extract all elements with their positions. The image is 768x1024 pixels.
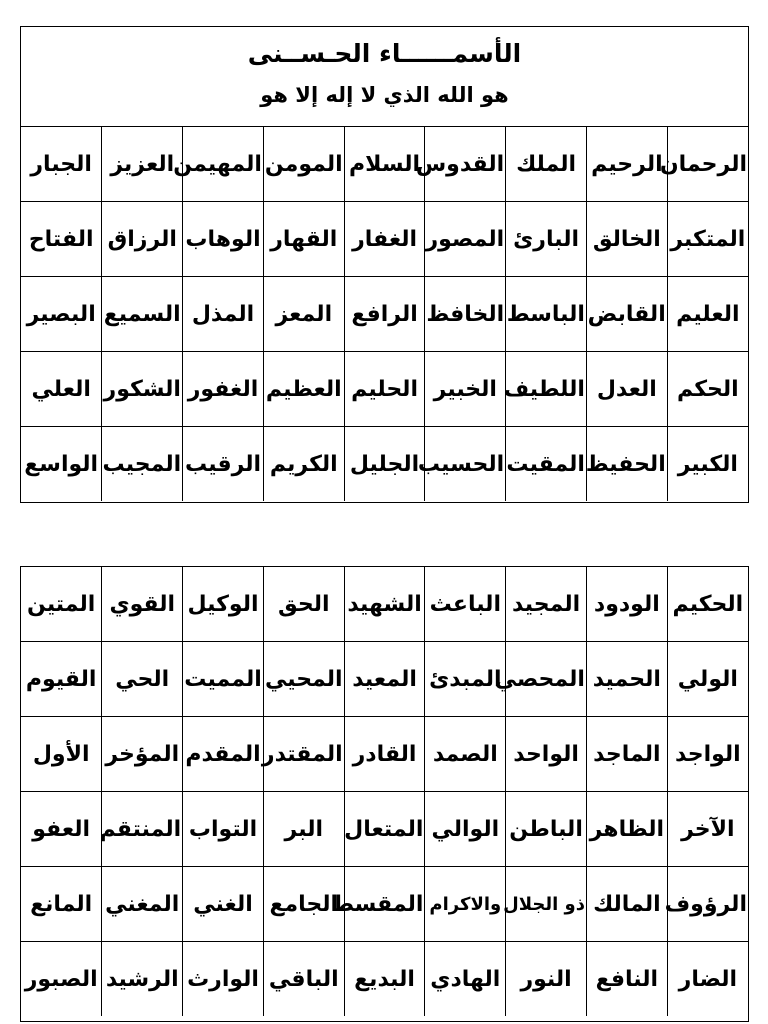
name-cell: العفو <box>21 792 102 867</box>
table-row <box>21 792 748 867</box>
name-cell: السلام <box>344 127 425 202</box>
table-row <box>21 202 748 277</box>
name-cell: الوالي <box>425 792 506 867</box>
name-cell: الماجد <box>586 717 667 792</box>
name-cell: النافع <box>586 942 667 1017</box>
name-cell: القابض <box>586 277 667 352</box>
names-table-top <box>21 127 748 501</box>
name-cell: الخبير <box>425 352 506 427</box>
table-row <box>21 277 748 352</box>
name-cell: الواسع <box>21 427 102 502</box>
name-cell: الحكم <box>667 352 748 427</box>
top-names-sheet <box>20 26 749 503</box>
table-row <box>21 127 748 202</box>
name-cell: الجليل <box>344 427 425 502</box>
name-cell: الودود <box>586 567 667 642</box>
name-cell: المنتقم <box>102 792 183 867</box>
name-cell: العظيم <box>263 352 344 427</box>
name-cell: المبدئ <box>425 642 506 717</box>
table-row <box>21 942 748 1017</box>
name-cell: الجبار <box>30 151 92 177</box>
name-cell: المتين <box>27 591 96 617</box>
table-row <box>21 717 748 792</box>
name-cell: الباطن <box>506 792 587 867</box>
bottom-names-sheet <box>20 566 749 1022</box>
name-cell: المقدم <box>183 717 264 792</box>
name-cell: الرقيب <box>183 427 264 502</box>
page-title: الأسمــــــاء الحـســنى <box>247 39 522 68</box>
name-cell: المميت <box>183 642 264 717</box>
name-cell: الكريم <box>263 427 344 502</box>
name-cell: السميع <box>102 277 183 352</box>
name-cell: المقسط <box>344 867 425 942</box>
table-row <box>21 352 748 427</box>
name-cell: الهادي <box>425 942 506 1017</box>
name-cell: القوي <box>102 567 183 642</box>
name-cell: المذل <box>183 277 264 352</box>
name-cell: المغني <box>102 867 183 942</box>
name-cell: الواجد <box>667 717 748 792</box>
name-cell: العليم <box>667 277 748 352</box>
name-cell: البصير <box>21 277 102 352</box>
name-cell: الرحمان <box>667 127 748 202</box>
name-cell: النور <box>506 942 587 1017</box>
name-cell: الصبور <box>21 942 102 1017</box>
name-cell: الحكيم <box>667 567 748 642</box>
name-cell: الباعث <box>425 567 506 642</box>
name-cell: الحي <box>102 642 183 717</box>
name-cell: الآخر <box>667 792 748 867</box>
name-cell: الخافظ <box>425 277 506 352</box>
name-cell: الرزاق <box>102 202 183 277</box>
name-cell: المعيد <box>344 642 425 717</box>
name-cell: الحسيب <box>425 427 506 502</box>
name-cell: البر <box>263 792 344 867</box>
name-cell: الرافع <box>344 277 425 352</box>
name-cell: الجامع <box>263 867 344 942</box>
sheet-header <box>21 27 748 127</box>
name-cell: المصور <box>425 202 506 277</box>
name-cell: القيوم <box>21 642 102 717</box>
name-cell: المجيب <box>102 427 183 502</box>
name-cell: الغفور <box>183 352 264 427</box>
name-cell: الوهاب <box>183 202 264 277</box>
table-row <box>21 642 748 717</box>
name-cell: الغفار <box>344 202 425 277</box>
name-cell: الحميد <box>586 642 667 717</box>
table-row <box>21 567 748 642</box>
name-cell: القدوس <box>425 127 506 202</box>
name-cell: الكبير <box>667 427 748 502</box>
name-cell: التواب <box>183 792 264 867</box>
name-cell: الملك <box>506 127 587 202</box>
name-cell: الحليم <box>344 352 425 427</box>
name-cell: القادر <box>344 717 425 792</box>
table-row <box>21 867 748 942</box>
name-cell: الغني <box>183 867 264 942</box>
name-cell: الأول <box>21 717 102 792</box>
name-cell: المقتدر <box>263 717 344 792</box>
name-cell: الوارث <box>183 942 264 1017</box>
name-cell: المالك <box>586 867 667 942</box>
name-cell: المؤخر <box>102 717 183 792</box>
name-cell: المقيت <box>506 427 587 502</box>
name-cell: الظاهر <box>586 792 667 867</box>
name-cell: الشهيد <box>344 567 425 642</box>
name-cell: العلي <box>21 352 102 427</box>
names-table-bottom <box>21 567 748 1016</box>
name-cell: العدل <box>586 352 667 427</box>
name-cell: المجيد <box>506 567 587 642</box>
name-cell: المعز <box>263 277 344 352</box>
name-cell: المحصي <box>506 642 587 717</box>
name-cell: المحيي <box>263 642 344 717</box>
name-cell: الحق <box>263 567 344 642</box>
name-cell: ذو الجلال <box>506 867 587 942</box>
name-cell: القهار <box>263 202 344 277</box>
name-cell: المتعال <box>344 792 425 867</box>
name-cell: المانع <box>21 867 102 942</box>
name-cell: الباقي <box>263 942 344 1017</box>
name-cell: الصمد <box>425 717 506 792</box>
name-cell: الحفيظ <box>586 427 667 502</box>
name-cell: الشكور <box>102 352 183 427</box>
name-cell: المتكبر <box>667 202 748 277</box>
name-cell: والاكرام <box>425 867 506 942</box>
name-cell: المهيمن <box>183 127 264 202</box>
name-cell: الخالق <box>586 202 667 277</box>
name-cell: اللطيف <box>506 352 587 427</box>
name-cell: المومن <box>263 127 344 202</box>
name-cell: البديع <box>344 942 425 1017</box>
name-cell: الرشيد <box>102 942 183 1017</box>
table-row <box>21 427 748 502</box>
name-cell: الولي <box>667 642 748 717</box>
name-cell: العزيز <box>102 127 183 202</box>
name-cell: الوكيل <box>183 567 264 642</box>
name-cell: البارئ <box>506 202 587 277</box>
name-cell: الفتاح <box>21 202 102 277</box>
name-cell: الرحيم <box>586 127 667 202</box>
page-subtitle: هو الله الذي لا إله إلا هو <box>260 83 509 107</box>
name-cell: الباسط <box>506 277 587 352</box>
name-cell: الواحد <box>506 717 587 792</box>
name-cell: الرؤوف <box>667 867 748 942</box>
name-cell: الضار <box>667 942 748 1017</box>
